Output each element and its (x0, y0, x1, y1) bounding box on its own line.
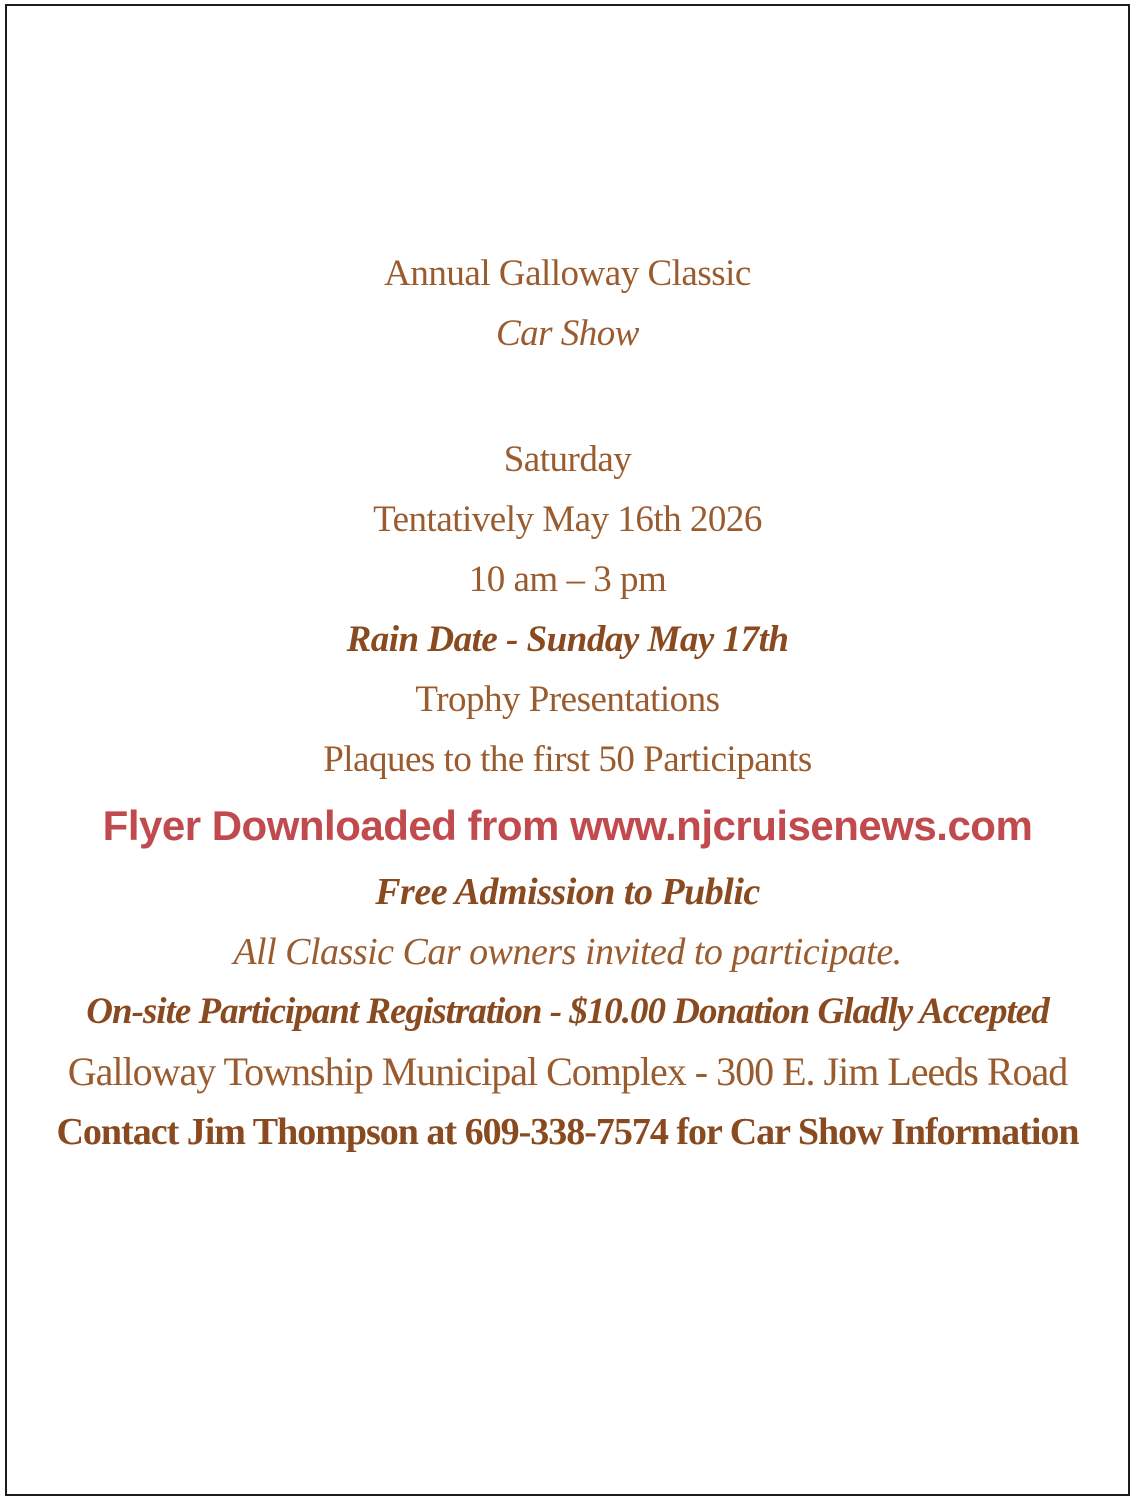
flyer-title-line1: Annual Galloway Classic (384, 253, 751, 294)
flyer-content (7, 6, 1128, 1162)
plaques-note: Plaques to the first 50 Participants (323, 739, 812, 780)
contact-info: Contact Jim Thompson at 609-338-7574 for Car Show Information (56, 1111, 1079, 1153)
owners-invitation: All Classic Car owners invited to participate. (233, 931, 902, 973)
event-date: Tentatively May 16th 2026 (373, 499, 762, 540)
vertical-spacer (7, 364, 1128, 430)
flyer-title-line2: Car Show (495, 313, 639, 354)
registration-info: On-site Participant Registration - $10.00 Donation Gladly Accepted (86, 991, 1049, 1032)
free-admission: Free Admission to Public (375, 871, 760, 913)
event-time: 10 am – 3 pm (468, 559, 667, 600)
event-day: Saturday (503, 439, 632, 480)
rain-date: Rain Date - Sunday May 17th (346, 619, 789, 660)
flyer-page-border (5, 4, 1130, 1496)
event-location: Galloway Township Municipal Complex - 300 E. Jim Leeds Road (67, 1049, 1068, 1094)
download-watermark: Flyer Downloaded from www.njcruisenews.com (102, 802, 1033, 849)
trophy-presentations: Trophy Presentations (415, 679, 720, 720)
